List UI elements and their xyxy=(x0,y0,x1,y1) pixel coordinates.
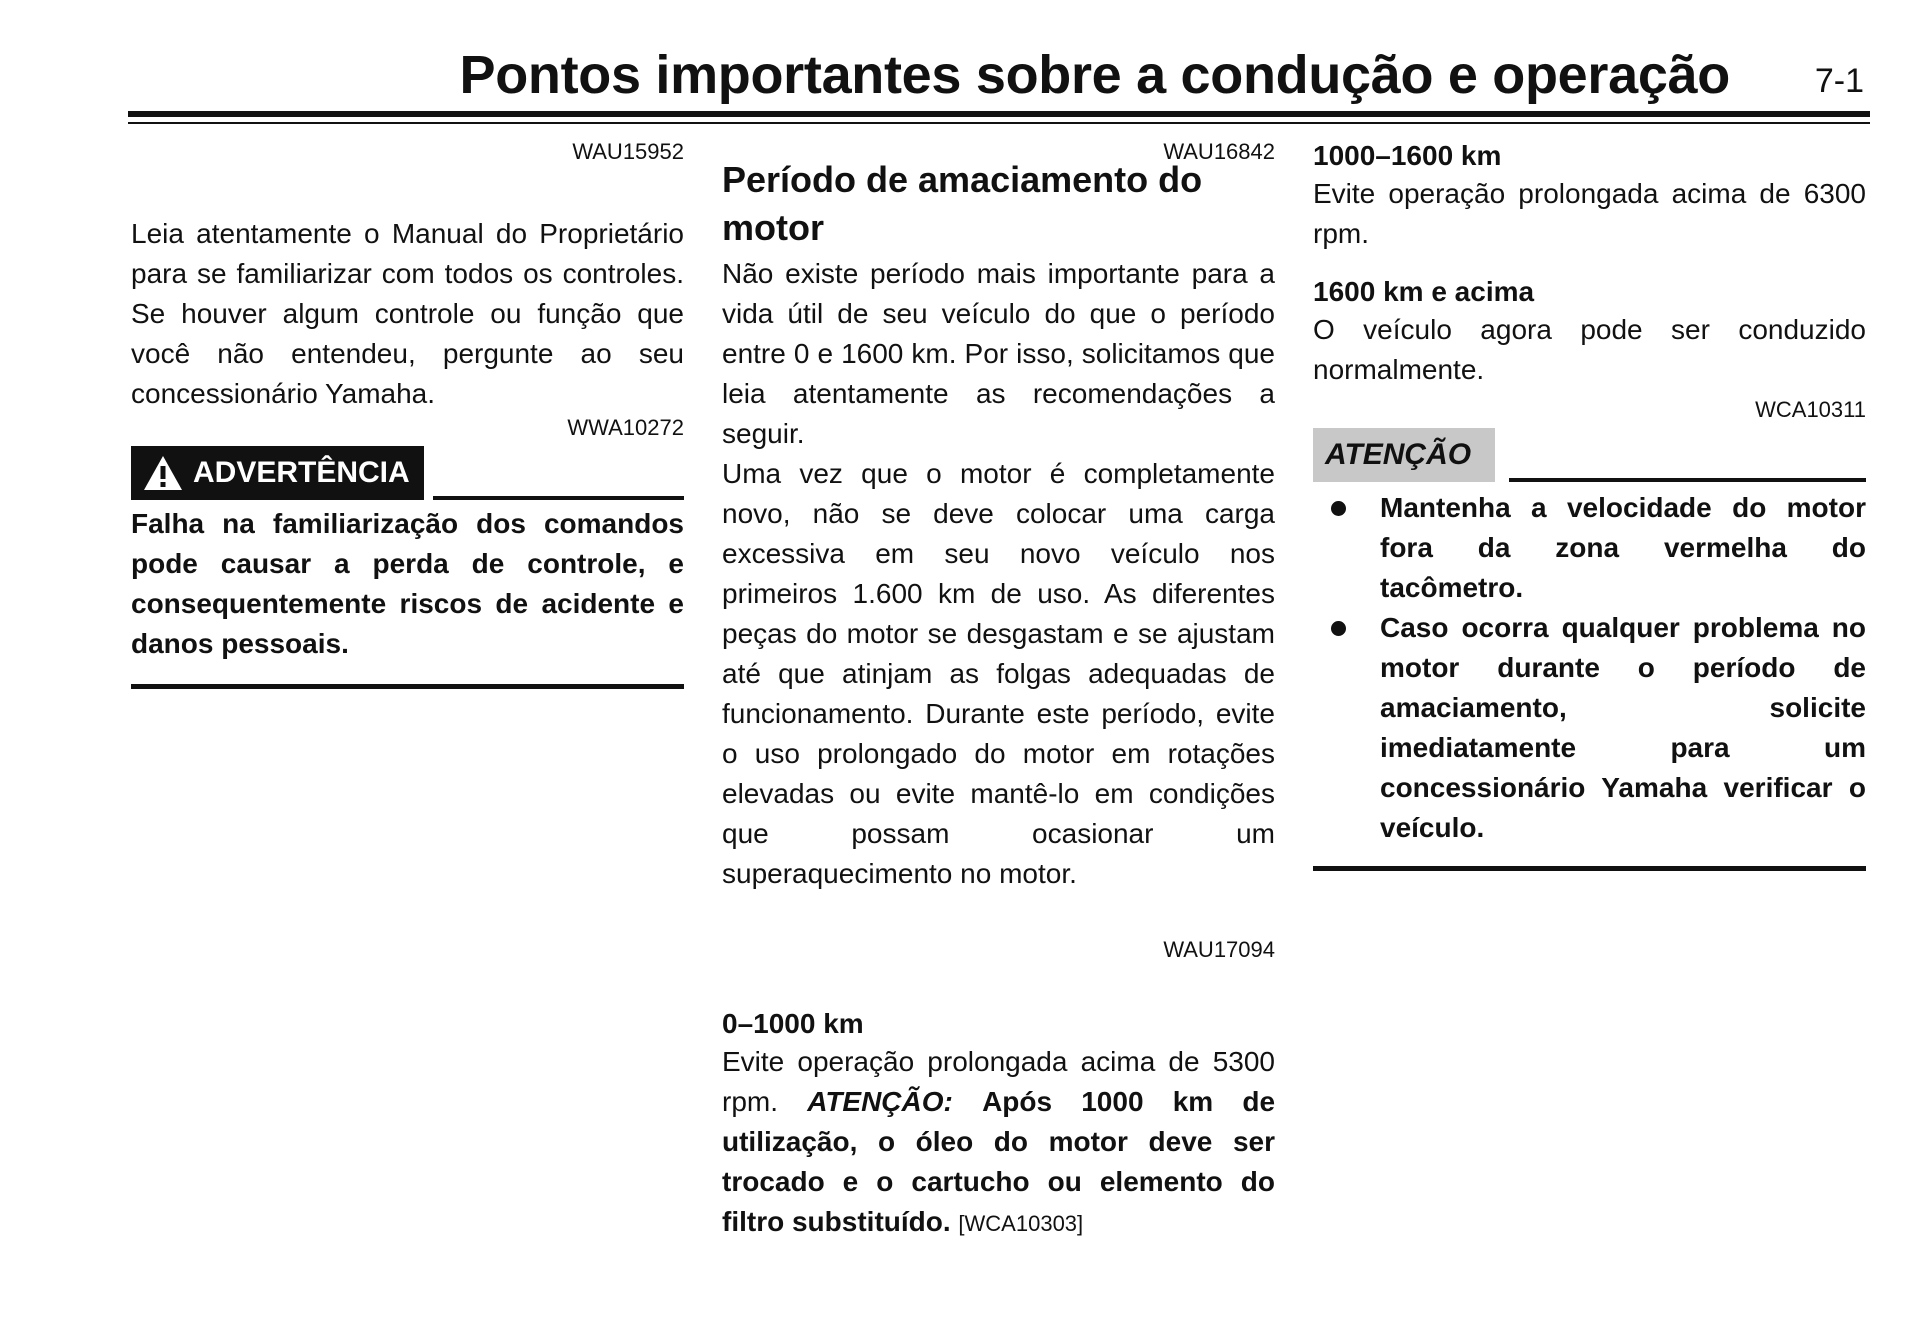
bold-instruction: Após 1000 km de utilização, o óleo do motor deve ser trocado e o cartucho ou elemento do filtro substituído. xyxy=(722,1086,1276,1237)
section-title: Período de amaciamento do motor xyxy=(722,159,1203,248)
doc-code: WAU15952 xyxy=(572,139,684,164)
list-item-text: Caso ocorra qualquer problema no motor durante o período de amaciamento, solicite imediatamente para um concessionário Yamaha verificar o veículo. xyxy=(1380,612,1866,843)
header-rule-thin xyxy=(128,122,1870,124)
column-right xyxy=(1313,138,1866,871)
paragraph xyxy=(722,1042,1275,1244)
page-number: 7-1 xyxy=(1814,62,1864,100)
paragraph: Não existe período mais importante para a vida útil de seu veículo do que o período entre 0 e 1600 km. Por isso, solicitamos que leia atentamente as recomendações a seguir. xyxy=(722,258,1275,449)
list-item xyxy=(1313,608,1866,848)
caution-rule xyxy=(1509,478,1866,482)
paragraph: O veículo agora pode ser conduzido normalmente. xyxy=(1313,314,1866,385)
warning-label: ADVERTÊNCIA xyxy=(193,456,410,489)
caution-list xyxy=(1313,488,1866,848)
list-item xyxy=(1313,488,1866,608)
sub-title: 0–1000 km xyxy=(722,1008,864,1039)
header-rule xyxy=(128,111,1870,117)
column-left xyxy=(131,138,684,689)
bullet-icon xyxy=(1331,501,1346,516)
sub-title: 1000–1600 km xyxy=(1313,140,1502,171)
paragraph: Evite operação prolongada acima de 6300 rpm. xyxy=(1313,178,1866,249)
doc-code: WCA10311 xyxy=(1755,397,1866,422)
warning-end-rule xyxy=(131,684,684,689)
bullet-icon xyxy=(1331,621,1346,636)
text-run: Evite operação prolongada acima de 5300 rpm. xyxy=(722,1046,1275,1117)
sub-title: 1600 km e acima xyxy=(1313,276,1535,307)
caution-badge xyxy=(1313,428,1495,482)
doc-code: WAU16842 xyxy=(1163,139,1275,164)
warning-badge xyxy=(131,446,424,500)
caution-header xyxy=(1313,428,1866,486)
caution-end-rule xyxy=(1313,866,1866,871)
intro-paragraph: Leia atentamente o Manual do Proprietário para se familiarizar com todos os controles. Se houver algum controle ou função que você não entendeu, pergunte ao seu concessionário Yamaha. xyxy=(131,218,684,409)
caution-inline-label: ATENÇÃO: xyxy=(807,1086,953,1117)
list-item-text: Mantenha a velocidade do motor fora da zona vermelha do tacômetro. xyxy=(1380,492,1866,603)
warning-rule xyxy=(433,496,684,500)
warning-text: Falha na familiarização dos comandos pode causar a perda de controle, e consequentemente riscos de acidente e danos pessoais. xyxy=(131,508,684,659)
doc-code: WWA10272 xyxy=(567,415,684,440)
reference-code: [WCA10303] xyxy=(958,1211,1084,1236)
paragraph: Uma vez que o motor é completamente novo, não se deve colocar uma carga excessiva em seu novo veículo nos primeiros 1.600 km de uso. As diferentes peças do motor se desgastam e se ajustam até que atinjam as folgas adequadas de funcionamento. Durante este período, evite o uso prolongado do motor em rotações elevadas ou evite mantê-lo em condições que possam ocasionar um superaquecimento no motor. xyxy=(722,458,1275,889)
page-header xyxy=(128,44,1870,124)
page-title: Pontos importantes sobre a condução e operação xyxy=(459,45,1730,105)
column-middle xyxy=(722,138,1275,1244)
warning-triangle-icon xyxy=(143,455,183,491)
doc-code: WAU17094 xyxy=(1163,937,1275,962)
warning-header xyxy=(131,446,684,504)
caution-label: ATENÇÃO xyxy=(1325,438,1472,471)
